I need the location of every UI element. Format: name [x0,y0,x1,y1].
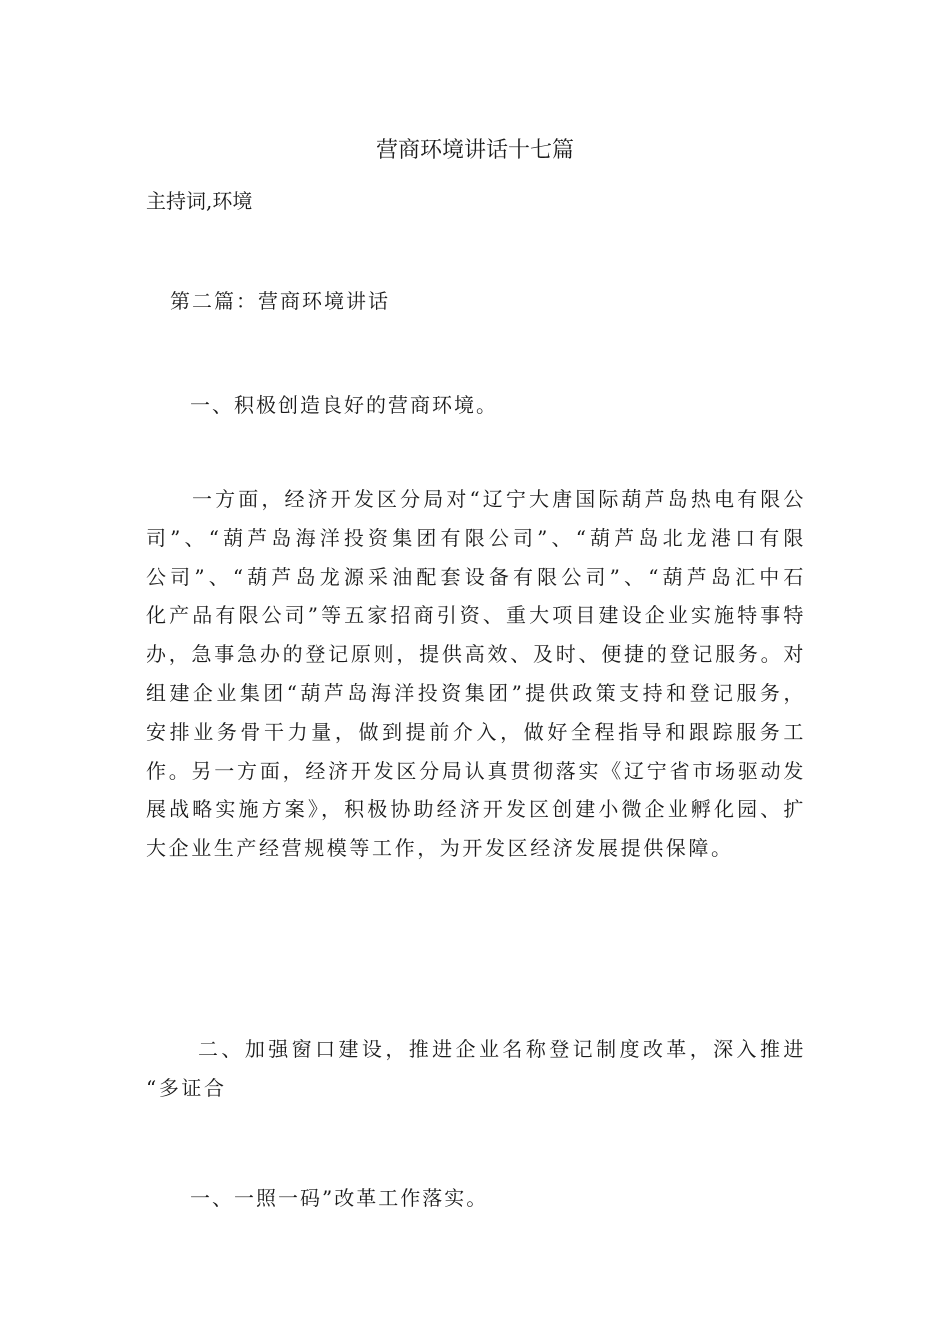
paragraph-line: 公司”、“葫芦岛龙源采油配套设备有限公司”、“葫芦岛汇中石 [146,564,806,589]
heading-two-line: 二、加强窗口建设，推进企业名称登记制度改革，深入推进 [198,1037,806,1061]
paragraph-line: 展战略实施方案》，积极协助经济开发区创建小微企业孵化园、扩 [146,797,806,822]
document-title: 营商环境讲话十七篇 [375,138,574,163]
section-heading-part2: 第二篇：营商环境讲话 [170,289,390,313]
paragraph-line: 一方面，经济开发区分局对“辽宁大唐国际葫芦岛热电有限公 [192,487,806,511]
paragraph-line: 作。另一方面，经济开发区分局认真贯彻落实《辽宁省市场驱动发 [146,758,806,783]
paragraph-body [146,480,806,868]
heading-two-line: “多证合 [146,1075,227,1100]
paragraph-line: 办，急事急办的登记原则，提供高效、及时、便捷的登记服务。对 [146,642,806,667]
paragraph-line: 安排业务骨干力量，做到提前介入，做好全程指导和跟踪服务工 [146,719,806,744]
keywords-line: 主持词,环境 [146,189,253,213]
heading-one: 一、积极创造良好的营商环境。 [190,393,498,417]
paragraph-line: 组建企业集团“葫芦岛海洋投资集团”提供政策支持和登记服务， [146,680,806,705]
paragraph-line: 化产品有限公司”等五家招商引资、重大项目建设企业实施特事特 [146,603,806,628]
heading-two [146,1030,806,1108]
paragraph-line: 大企业生产经营规模等工作，为开发区经济发展提供保障。 [146,836,734,861]
heading-three: 一、一照一码”改革工作落实。 [190,1186,489,1210]
paragraph-line: 司”、“葫芦岛海洋投资集团有限公司”、“葫芦岛北龙港口有限 [146,525,806,550]
